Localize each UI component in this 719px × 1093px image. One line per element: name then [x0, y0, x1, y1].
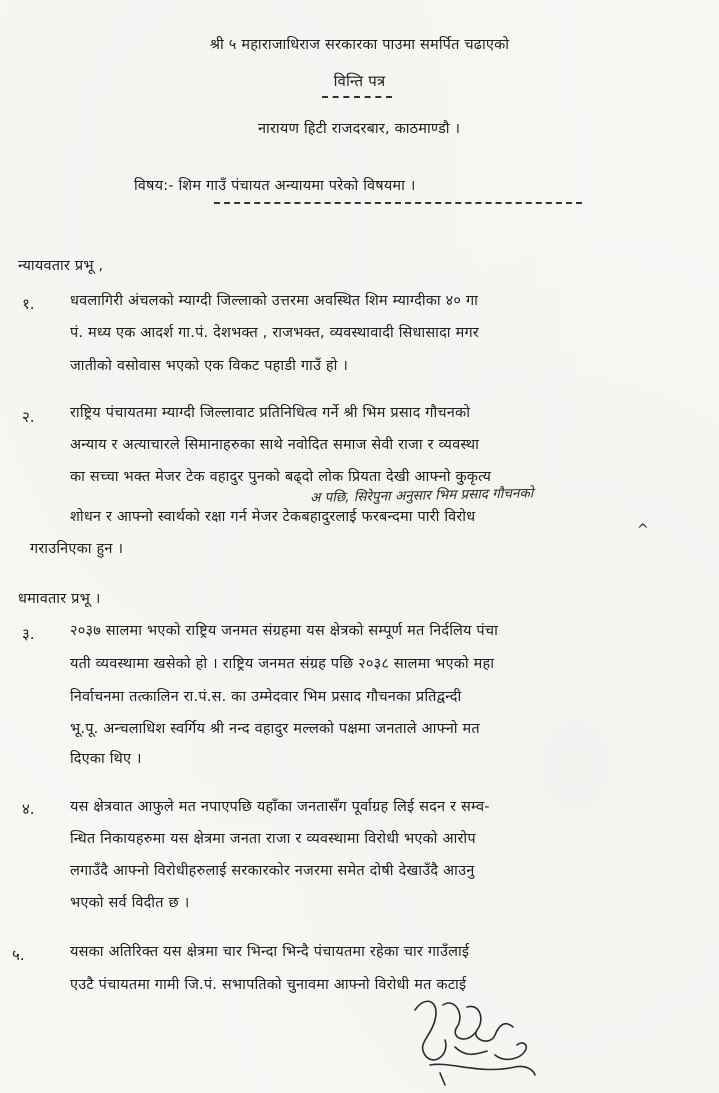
insertion-caret: ^: [637, 522, 649, 538]
paragraph-line: जातीको वसोवास भएको एक विकट पहाडी गाउँ हो ।: [70, 358, 349, 374]
title-underline: [322, 96, 392, 98]
paragraph-line: भएको सर्व विदीत छ ।: [70, 895, 190, 911]
paragraph-line: राष्ट्रिय पंचायतमा म्याग्दी जिल्लावाट प्रतिनिधित्व गर्ने श्री भिम प्रसाद गौचनको: [70, 405, 471, 421]
subject-underline: [214, 202, 582, 204]
paragraph-number: १.: [22, 295, 35, 313]
paragraph-line: गराउनिएका हुन ।: [30, 541, 124, 557]
paragraph-line: यसका अतिरिक्त यस क्षेत्रमा चार भिन्दा भिन्दै पंचायतमा रहेका चार गाउँलाई: [70, 944, 470, 960]
document-title: विन्ति पत्र: [333, 72, 386, 90]
paragraph-line: निर्वाचनमा तत्कालिन रा.पं.स. का उम्मेदवार भिम प्रसाद गौचनका प्रतिद्वन्दी: [70, 689, 462, 705]
paragraph-line: एउटै पंचायतमा गामी जि.पं. सभापतिको चुनावमा आफ्नो विरोधी मत कटाई: [70, 977, 467, 993]
paragraph-line: धवलागिरी अंचलको म्याग्दी जिल्लाको उत्तरमा अवस्थित शिम म्याग्दीका ४० गा: [70, 293, 479, 309]
paragraph-line: का सच्चा भक्त मेजर टेक वहादुर पुनको बढ्दो लोक प्रियता देखी आफ्नो कुकृत्य: [70, 469, 492, 485]
paragraph-line: यती व्यवस्थामा खसेको हो । राष्ट्रिय जनमत संग्रह पछि २०३८ सालमा भएको महा: [70, 656, 495, 672]
place-line: नारायण हिटी राजदरबार, काठमाण्डौ ।: [258, 121, 461, 137]
header-line: श्री ५ महाराजाधिराज सरकारका पाउमा समर्पित चढाएको: [209, 37, 510, 53]
paragraph-line: पं. मध्य एक आदर्श गा.पं. देशभक्त , राजभक्त, व्यवस्थावादी सिधासादा मगर: [70, 325, 479, 341]
paragraph-line: भू.पू. अन्चलाधिश स्वर्गिय श्री नन्द वहादुर मल्लको पक्षमा जनताले आफ्नो मत: [70, 721, 480, 737]
paragraph-line: अन्याय र अत्याचारले सिमानाहरुका साथे नवोदित समाज सेवी राजा र व्यवस्था: [70, 437, 480, 453]
subject-line: विषय:- शिम गाउँ पंचायत अन्यायमा परेको विषयमा ।: [134, 178, 416, 194]
handwritten-insertion: अ पछि, सिरेपुना अनुसार भिम प्रसाद गौचनको: [309, 485, 534, 506]
paragraph-line: २०३७ सालमा भएको राष्ट्रिय जनमत संग्रहमा यस क्षेत्रको सम्पूर्ण मत निर्दलिय पंचा: [70, 623, 499, 639]
paragraph-line: दिएका थिए ।: [70, 751, 142, 767]
paragraph-number: ३.: [22, 625, 35, 643]
paragraph-line: यस क्षेत्रवात आफुले मत नपाएपछि यहाँका जनतासँग पूर्वाग्रह लिई सदन र सम्व-: [70, 799, 490, 815]
paragraph-number: ५.: [12, 946, 25, 964]
paragraph-line: लगाउँदै आफ्नो विरोधीहरुलाई सरकारकोर नजरमा समेत दोषी देखाउँदै आउनु: [70, 863, 475, 879]
handwritten-signature: [395, 985, 545, 1090]
salutation: धमावतार प्रभू ।: [18, 591, 101, 607]
paragraph-number: २.: [22, 408, 35, 426]
paragraph-line: न्धित निकायहरुमा यस क्षेत्रमा जनता राजा र व्यवस्थामा विरोधी भएको आरोप: [70, 831, 476, 847]
salutation: न्यायवतार प्रभू ,: [18, 258, 104, 274]
paragraph-number: ४.: [22, 800, 35, 818]
paragraph-line: शोधन र आफ्नो स्वार्थको रक्षा गर्न मेजर टेकबहादुरलाई फरबन्दमा पारी विरोध: [70, 509, 476, 525]
